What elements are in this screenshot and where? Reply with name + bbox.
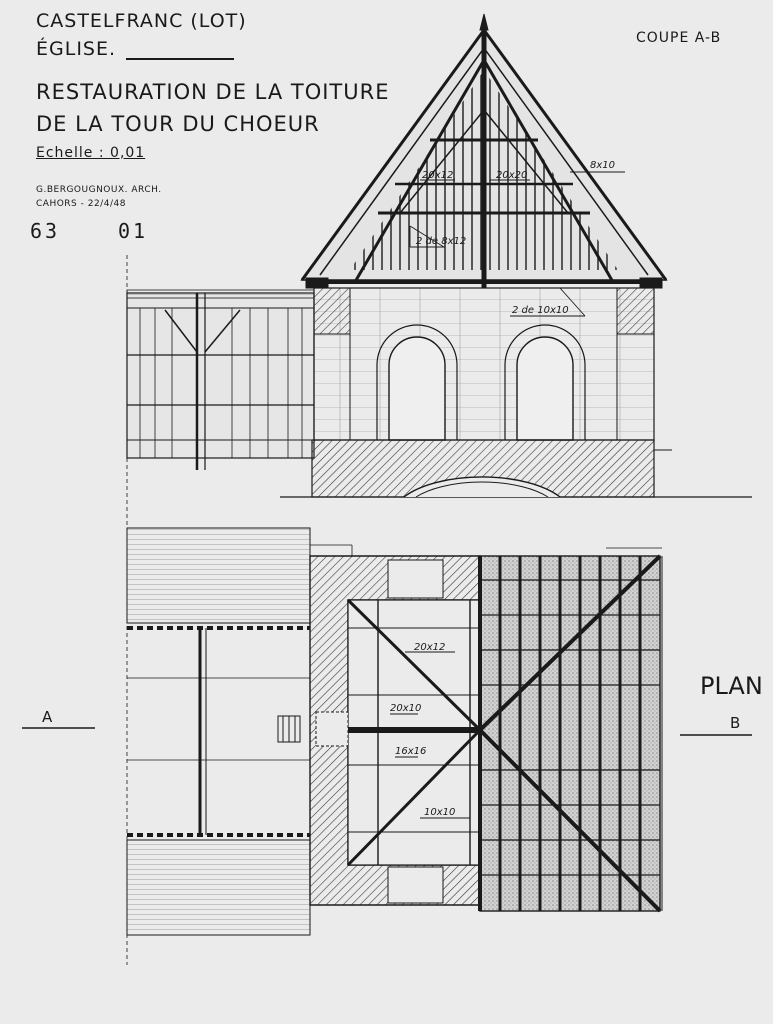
plan-roof-framing	[480, 548, 662, 911]
stamp-number-left: 63	[30, 219, 61, 243]
dim-tie-beam: 2 de 10x10	[512, 305, 569, 316]
left-timber-frame	[127, 290, 314, 470]
title-building-underline	[126, 58, 234, 60]
title-project-line1: RESTAURATION DE LA TOITURE	[36, 80, 390, 104]
title-project-line2: DE LA TOUR DU CHOEUR	[36, 112, 320, 136]
plan-left-building	[127, 528, 310, 935]
plan-walls	[310, 545, 480, 905]
title-town: CASTELFRANC (LOT)	[36, 10, 247, 32]
dim-purlin-right: 20x20	[496, 170, 528, 181]
dim-bottom: 10x10	[424, 807, 456, 818]
place-date-label: CAHORS - 22/4/48	[36, 199, 126, 209]
dim-brace: 2 de 8x12	[416, 236, 467, 247]
dim-post: 16x16	[395, 746, 427, 757]
cut-label-a: A	[42, 708, 54, 726]
title-building: ÉGLISE.	[36, 38, 117, 60]
tower-masonry	[290, 288, 672, 497]
stamp-number-right: 01	[118, 219, 149, 243]
section-label: COUPE A-B	[636, 30, 722, 46]
plan-label: PLAN	[700, 672, 763, 700]
dim-diagonal: 20x12	[414, 642, 446, 653]
dim-joist: 20x10	[390, 703, 422, 714]
scale-label: Echelle : 0,01	[36, 145, 146, 161]
dim-rafter: 8x10	[590, 160, 616, 171]
dim-purlin-left: 20x12	[422, 170, 454, 181]
architect-label: G.BERGOUGNOUX. ARCH.	[36, 185, 162, 195]
cut-label-b: B	[730, 714, 742, 732]
